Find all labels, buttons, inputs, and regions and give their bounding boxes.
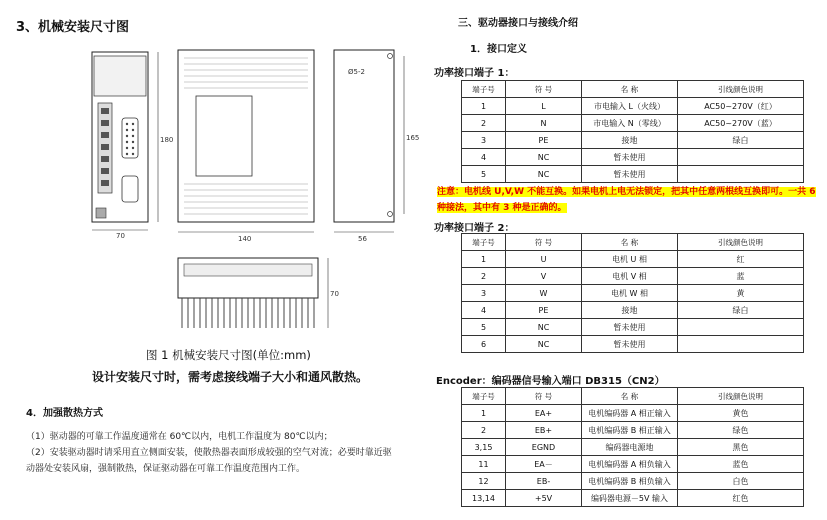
cell: EB- <box>506 473 582 490</box>
cell: 蓝 <box>678 268 804 285</box>
dim-hole: Ø5-2 <box>348 68 365 76</box>
table-row <box>462 439 804 456</box>
dim-180: 180 <box>160 136 174 144</box>
dim-70-top: 70 <box>330 290 339 298</box>
cell: EB+ <box>506 422 582 439</box>
cell: 电机编码器 B 相正输入 <box>582 422 678 439</box>
section-4-title: 4．加强散热方式 <box>26 408 103 419</box>
front-view-drawing <box>72 48 172 244</box>
header-cell: 名 称 <box>582 81 678 98</box>
cell: 黄 <box>678 285 804 302</box>
cell: 电机 W 相 <box>582 285 678 302</box>
header-cell: 引线颜色说明 <box>678 234 804 251</box>
cell: AC50~270V（蓝） <box>678 115 804 132</box>
cell: 暂未使用 <box>582 149 678 166</box>
cell: 白色 <box>678 473 804 490</box>
cell <box>678 166 804 183</box>
power-terminal-2-table <box>461 233 804 353</box>
cell: 黑色 <box>678 439 804 456</box>
table1-title: 功率接口端子 1： <box>434 68 515 79</box>
cell: 电机 V 相 <box>582 268 678 285</box>
cell: 红 <box>678 251 804 268</box>
table-row <box>462 98 804 115</box>
cell: 绿色 <box>678 422 804 439</box>
interface-definition-subtitle: 1．接口定义 <box>470 44 527 55</box>
header-cell: 端子号 <box>462 81 506 98</box>
table3-title: Encoder：编码器信号输入端口 DB315（CN2） <box>436 376 665 387</box>
header-cell: 端子号 <box>462 388 506 405</box>
power-terminal-1-table <box>461 80 804 183</box>
header-cell: 符 号 <box>506 234 582 251</box>
cell: 4 <box>462 149 506 166</box>
cell: 接地 <box>582 132 678 149</box>
table-row <box>462 336 804 353</box>
header-cell: 名 称 <box>582 388 678 405</box>
cell: 接地 <box>582 302 678 319</box>
cell: 绿白 <box>678 132 804 149</box>
header-cell: 符 号 <box>506 388 582 405</box>
cell: 5 <box>462 319 506 336</box>
cell: 11 <box>462 456 506 473</box>
cell: 13,14 <box>462 490 506 507</box>
table-row <box>462 319 804 336</box>
cell: 1 <box>462 251 506 268</box>
table-row <box>462 473 804 490</box>
table-row <box>462 405 804 422</box>
header-cell: 引线颜色说明 <box>678 81 804 98</box>
cell: 绿白 <box>678 302 804 319</box>
encoder-port-table <box>461 387 804 507</box>
cell: PE <box>506 302 582 319</box>
cell: EA+ <box>506 405 582 422</box>
cell: +5V <box>506 490 582 507</box>
dim-165: 165 <box>406 134 420 142</box>
cell <box>678 149 804 166</box>
cell: N <box>506 115 582 132</box>
cell: EA－ <box>506 456 582 473</box>
cell: PE <box>506 132 582 149</box>
cell: AC50~270V（红） <box>678 98 804 115</box>
header-cell: 引线颜色说明 <box>678 388 804 405</box>
cell: 红色 <box>678 490 804 507</box>
cell: 3 <box>462 285 506 302</box>
table-row <box>462 268 804 285</box>
table-row <box>462 422 804 439</box>
cell: 蓝色 <box>678 456 804 473</box>
cell: W <box>506 285 582 302</box>
table-row <box>462 285 804 302</box>
dim-70: 70 <box>116 232 125 240</box>
cell: 2 <box>462 115 506 132</box>
table-row <box>462 302 804 319</box>
header-cell: 端子号 <box>462 234 506 251</box>
cell: EGND <box>506 439 582 456</box>
cell: NC <box>506 336 582 353</box>
rear-view-drawing <box>326 44 420 244</box>
cell: 市电输入 N（零线） <box>582 115 678 132</box>
table-row <box>462 456 804 473</box>
cell: L <box>506 98 582 115</box>
cell: 12 <box>462 473 506 490</box>
cooling-paragraph-2: （2）安装驱动器时请采用直立侧面安装，使散热器表面形成较强的空气对流；必要时靠近驱动器处安装风扇，强制散热，保证驱动器在可靠工作温度范围内工作。 <box>26 448 392 474</box>
cell: 编码器电源地 <box>582 439 678 456</box>
cooling-paragraph-1: （1）驱动器的可靠工作温度通常在 60℃以内，电机工作温度为 80℃以内； <box>26 432 333 442</box>
side-view-drawing <box>172 44 322 244</box>
cell: 电机编码器 A 相正输入 <box>582 405 678 422</box>
dim-140: 140 <box>238 235 252 243</box>
table-header-row <box>462 234 804 251</box>
table-header-row <box>462 81 804 98</box>
table-row <box>462 132 804 149</box>
cell: 暂未使用 <box>582 319 678 336</box>
cell: V <box>506 268 582 285</box>
table-row <box>462 166 804 183</box>
cell: 黄色 <box>678 405 804 422</box>
cell: 编码器电源－5V 输入 <box>582 490 678 507</box>
cell: 电机 U 相 <box>582 251 678 268</box>
figure-caption: 图 1 机械安装尺寸图(单位:mm) <box>146 348 311 362</box>
cell: NC <box>506 319 582 336</box>
cell <box>678 319 804 336</box>
cell: 1 <box>462 98 506 115</box>
top-view-drawing <box>170 254 340 336</box>
cell <box>678 336 804 353</box>
dim-56: 56 <box>358 235 367 243</box>
table-row <box>462 149 804 166</box>
table2-title: 功率接口端子 2： <box>434 223 515 234</box>
header-cell: 符 号 <box>506 81 582 98</box>
cell: NC <box>506 166 582 183</box>
cell: 6 <box>462 336 506 353</box>
cell: 5 <box>462 166 506 183</box>
cell: U <box>506 251 582 268</box>
section-interface-title: 三、驱动器接口与接线介绍 <box>458 18 578 29</box>
cell: 电机编码器 A 相负输入 <box>582 456 678 473</box>
cell: 2 <box>462 268 506 285</box>
table-row <box>462 490 804 507</box>
design-note: 设计安装尺寸时，需考虑接线端子大小和通风散热。 <box>92 370 369 384</box>
cell: NC <box>506 149 582 166</box>
table-header-row <box>462 388 804 405</box>
section-3-title: 3、机械安装尺寸图 <box>16 20 130 35</box>
table-row <box>462 115 804 132</box>
cell: 电机编码器 B 相负输入 <box>582 473 678 490</box>
cell: 3 <box>462 132 506 149</box>
cell: 暂未使用 <box>582 336 678 353</box>
cell: 市电输入 L（火线） <box>582 98 678 115</box>
table-row <box>462 251 804 268</box>
cell: 2 <box>462 422 506 439</box>
cell: 1 <box>462 405 506 422</box>
cell: 暂未使用 <box>582 166 678 183</box>
warning-text: 注意：电机线 U,V,W 不能互换。如果电机上电无法锁定，把其中任意两根线互换即可。一共 6 种接法，其中有 3 种是正确的。 <box>437 187 816 213</box>
wiring-warning <box>437 184 821 216</box>
header-cell: 名 称 <box>582 234 678 251</box>
cell: 3,15 <box>462 439 506 456</box>
cell: 4 <box>462 302 506 319</box>
